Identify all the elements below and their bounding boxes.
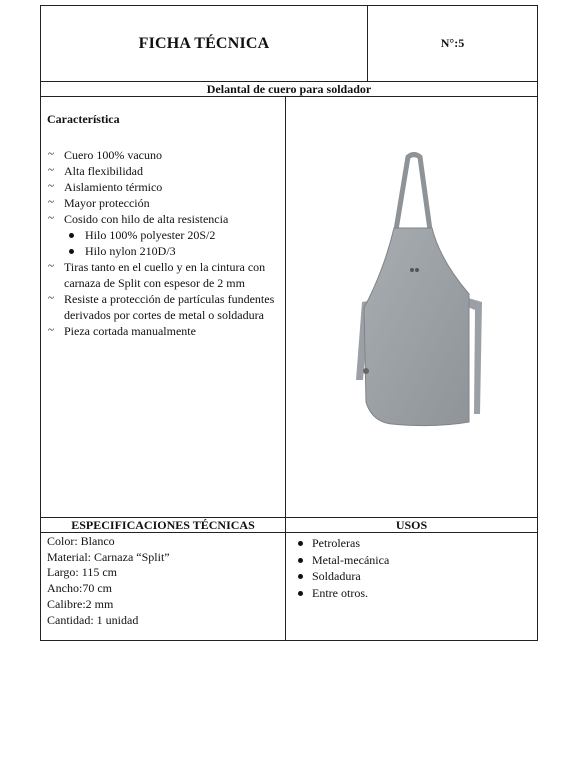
product-name: Delantal de cuero para soldador <box>40 81 538 97</box>
feature-item: ~ Pieza cortada manualmente <box>47 323 279 339</box>
spec-item: Ancho:70 cm <box>47 581 112 596</box>
thread-item: Hilo 100% polyester 20S/2 <box>47 227 279 243</box>
specs-heading: ESPECIFICACIONES TÉCNICAS <box>40 517 286 533</box>
feature-item: ~ Mayor protección <box>47 195 279 211</box>
features-panel <box>40 96 286 518</box>
uses-heading: USOS <box>285 517 538 533</box>
sheet-number: N°:5 <box>367 5 538 82</box>
features-heading: Característica <box>47 112 120 126</box>
feature-item: ~ Resiste a protección de partículas fundentes derivados por cortes de metal o soldadura <box>47 291 279 323</box>
feature-item: ~ Cosido con hilo de alta resistencia <box>47 211 279 227</box>
specs-list <box>47 534 279 628</box>
product-image-panel <box>285 96 538 518</box>
uses-panel <box>285 532 538 641</box>
feature-item: ~ Tiras tanto en el cuello y en la cintura con carnaza de Split con espesor de 2 mm <box>47 259 279 291</box>
uses-list <box>292 535 531 601</box>
feature-item: ~ Aislamiento térmico <box>47 179 279 195</box>
page-title: FICHA TÉCNICA <box>40 5 368 82</box>
leather-apron-icon <box>344 152 494 442</box>
use-item: Petroleras <box>292 535 531 552</box>
spec-item: Material: Carnaza “Split” <box>47 549 170 564</box>
thread-item: Hilo nylon 210D/3 <box>47 243 279 259</box>
spec-item: Cantidad: 1 unidad <box>47 612 139 627</box>
spec-item: Largo: 115 cm <box>47 565 117 580</box>
use-item: Entre otros. <box>292 585 531 602</box>
spec-item: Calibre:2 mm <box>47 596 114 611</box>
use-item: Soldadura <box>292 568 531 585</box>
feature-item: ~ Alta flexibilidad <box>47 163 279 179</box>
features-list <box>47 147 279 339</box>
feature-item: ~ Cuero 100% vacuno <box>47 147 279 163</box>
spec-item: Color: Blanco <box>47 534 115 548</box>
specs-panel <box>40 532 286 641</box>
use-item: Metal-mecánica <box>292 552 531 569</box>
